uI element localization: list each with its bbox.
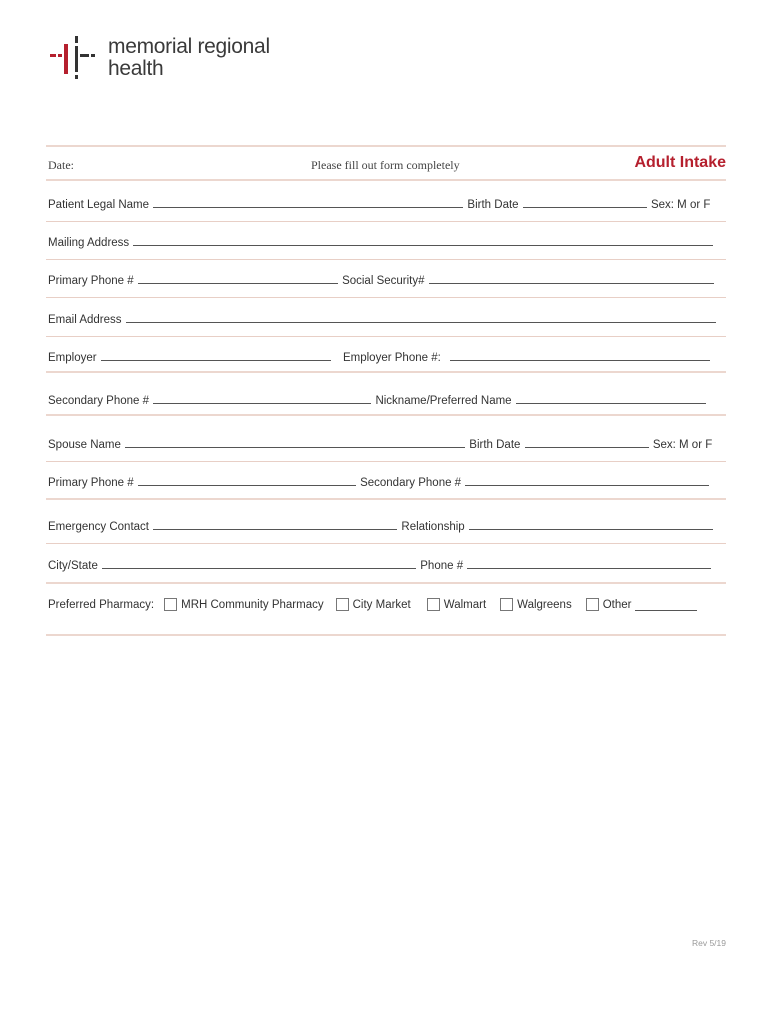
instruction-text: Please fill out form completely — [311, 158, 460, 172]
city-market-checkbox[interactable] — [336, 598, 349, 611]
brand-line-1: memorial regional — [108, 35, 270, 58]
emergency-contact-label: Emergency Contact — [48, 521, 149, 533]
divider — [46, 179, 726, 181]
mrh-community-pharmacy-label: MRH Community Pharmacy — [181, 598, 324, 611]
form-title: Adult Intake — [634, 154, 726, 171]
divider — [46, 371, 726, 373]
divider — [46, 297, 726, 298]
spouse-name-label: Spouse Name — [48, 439, 121, 451]
employer-label: Employer — [48, 352, 97, 364]
brand-name — [108, 36, 270, 80]
patient-name-field[interactable] — [153, 196, 463, 208]
city-state-row — [48, 557, 724, 572]
walgreens-label: Walgreens — [517, 598, 572, 611]
walmart-checkbox[interactable] — [427, 598, 440, 611]
primary-phone-row — [48, 272, 724, 287]
spouse-sex-label[interactable]: Sex: M or F — [652, 439, 713, 451]
divider — [46, 336, 726, 337]
employer-field[interactable] — [101, 349, 331, 361]
phone-label: Phone # — [420, 560, 464, 572]
patient-name-label: Patient Legal Name — [48, 199, 150, 211]
mailing-address-row — [48, 234, 724, 249]
spouse-primary-phone-label: Primary Phone # — [48, 477, 134, 489]
divider — [46, 461, 726, 462]
pharmacy-label: Preferred Pharmacy: — [48, 598, 155, 611]
brand-line-2: health — [108, 57, 164, 80]
walmart-label: Walmart — [443, 598, 487, 611]
divider — [46, 259, 726, 260]
spouse-birth-date-field[interactable] — [525, 436, 649, 448]
employer-phone-label: Employer Phone #: — [342, 352, 441, 364]
mrh-community-pharmacy-checkbox[interactable] — [164, 598, 177, 611]
divider — [46, 634, 726, 636]
divider — [46, 145, 726, 147]
spouse-name-field[interactable] — [125, 436, 465, 448]
pharmacy-row — [48, 598, 724, 611]
spouse-primary-phone-field[interactable] — [138, 474, 356, 486]
birth-date-label: Birth Date — [467, 199, 519, 211]
mailing-address-field[interactable] — [133, 234, 713, 246]
divider — [46, 221, 726, 222]
divider — [46, 543, 726, 544]
header-row — [48, 158, 724, 173]
email-row — [48, 311, 724, 326]
other-label: Other — [602, 598, 632, 611]
emergency-contact-field[interactable] — [153, 518, 397, 530]
spouse-birth-date-label: Birth Date — [469, 439, 521, 451]
social-security-label: Social Security# — [342, 275, 425, 287]
primary-phone-label: Primary Phone # — [48, 275, 134, 287]
employer-phone-field[interactable] — [450, 349, 710, 361]
email-label: Email Address — [48, 314, 122, 326]
employer-row — [48, 349, 724, 364]
sex-label[interactable]: Sex: M or F — [650, 199, 711, 211]
other-field[interactable] — [635, 599, 697, 611]
patient-name-row — [48, 196, 724, 211]
birth-date-field[interactable] — [523, 196, 647, 208]
relationship-field[interactable] — [469, 518, 713, 530]
city-market-label: City Market — [352, 598, 411, 611]
revision-label: Rev 5/19 — [691, 938, 726, 948]
mailing-address-label: Mailing Address — [48, 237, 130, 249]
primary-phone-field[interactable] — [138, 272, 338, 284]
spouse-secondary-phone-label: Secondary Phone # — [360, 477, 462, 489]
city-state-field[interactable] — [102, 557, 416, 569]
divider — [46, 498, 726, 500]
phone-field[interactable] — [467, 557, 711, 569]
secondary-phone-row — [48, 392, 724, 407]
nickname-label: Nickname/Preferred Name — [375, 395, 512, 407]
nickname-field[interactable] — [516, 392, 706, 404]
emergency-contact-row — [48, 518, 724, 533]
social-security-field[interactable] — [429, 272, 714, 284]
spouse-phone-row — [48, 474, 724, 489]
relationship-label: Relationship — [401, 521, 465, 533]
spouse-name-row — [48, 436, 724, 451]
spouse-secondary-phone-field[interactable] — [465, 474, 709, 486]
email-field[interactable] — [126, 311, 716, 323]
other-checkbox[interactable] — [586, 598, 599, 611]
walgreens-checkbox[interactable] — [500, 598, 513, 611]
divider — [46, 414, 726, 416]
city-state-label: City/State — [48, 560, 98, 572]
divider — [46, 582, 726, 584]
secondary-phone-field[interactable] — [153, 392, 371, 404]
date-label: Date: — [48, 158, 74, 172]
secondary-phone-label: Secondary Phone # — [48, 395, 150, 407]
